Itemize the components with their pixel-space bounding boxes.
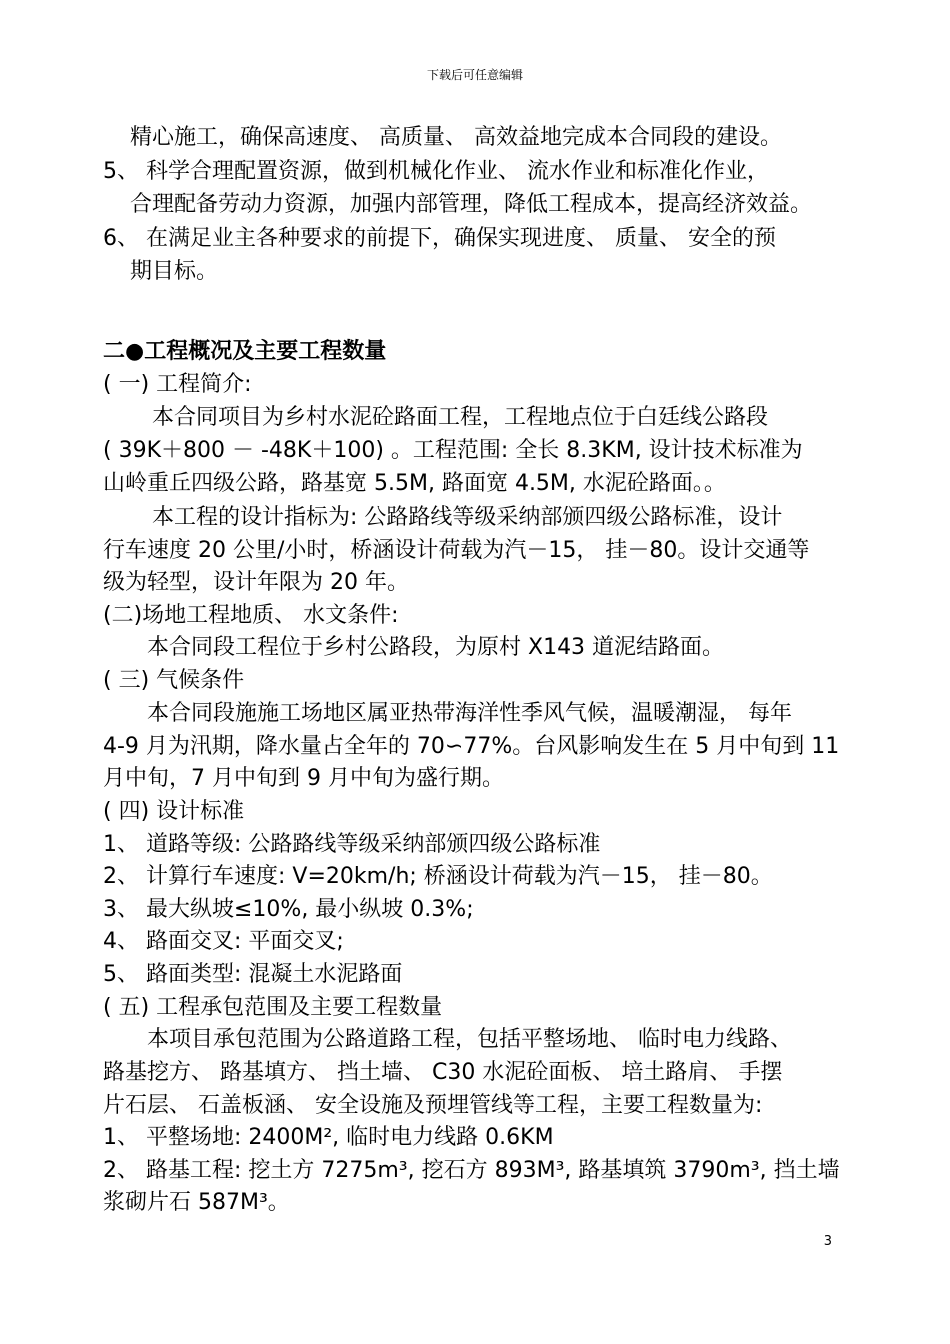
text-line: 6、 在满足业主各种要求的前提下，确保实现进度、 质量、 安全的预 — [103, 226, 776, 251]
text-line: 本项目承包范围为公路道路工程，包括平整场地、 临时电力线路、 — [147, 1027, 792, 1052]
subsection-heading: ( 四) 设计标准 — [103, 799, 245, 824]
text-line: 4-9 月为汛期，降水量占全年的 70∽77%。台风影响发生在 5 月中旬到 11 — [103, 734, 840, 759]
list-item: 2、 计算行车速度: V=20km/h; 桥涵设计荷载为汽－15， 挂－80。 — [103, 864, 773, 889]
text-line: 级为轻型，设计年限为 20 年。 — [103, 570, 409, 595]
text-line: 本合同段工程位于乡村公路段，为原村 X143 道泥结路面。 — [147, 635, 725, 660]
text-line: 本合同项目为乡村水泥砼路面工程，工程地点位于白廷线公路段 — [152, 405, 769, 430]
subsection-heading: ( 五) 工程承包范围及主要工程数量 — [103, 995, 443, 1020]
section-heading: 二●工程概况及主要工程数量 — [103, 339, 387, 364]
list-item: 5、 路面类型: 混凝土水泥路面 — [103, 962, 403, 987]
text-line: 本工程的设计指标为: 公路路线等级采纳部颁四级公路标准，设计 — [152, 505, 783, 530]
text-line: 期目标。 — [130, 259, 219, 284]
list-item: 3、 最大纵坡≤10%, 最小纵坡 0.3%; — [103, 897, 474, 922]
subsection-heading: ( 三) 气候条件 — [103, 668, 245, 693]
text-line: 山岭重丘四级公路，路基宽 5.5M, 路面宽 4.5M, 水泥砼路面。。 — [103, 471, 726, 496]
page-header: 下载后可任意编辑 — [426, 68, 523, 82]
text-line: 精心施工，确保高速度、 高质量、 高效益地完成本合同段的建设。 — [130, 125, 782, 150]
subsection-heading: (二)场地工程地质、 水文条件: — [103, 603, 399, 628]
list-item: 1、 平整场地: 2400M², 临时电力线路 0.6KM — [103, 1125, 554, 1150]
list-item: 1、 道路等级: 公路路线等级采纳部颁四级公路标准 — [103, 832, 601, 857]
text-line: 片石层、 石盖板涵、 安全设施及预埋管线等工程，主要工程数量为: — [103, 1093, 763, 1118]
text-line: ( 39K＋800 － -48K＋100) 。工程范围: 全长 8.3KM, 设计技术标准为 — [103, 438, 803, 463]
text-line: 行车速度 20 公里/小时，桥涵设计荷载为汽－15， 挂－80。设计交通等 — [103, 538, 810, 563]
page-number: 3 — [823, 1234, 832, 1249]
text-line: 合理配备劳动力资源，加强内部管理，降低工程成本，提高经济效益。 — [130, 192, 813, 217]
text-line: 本合同段施施工场地区属亚热带海洋性季风气候，温暖潮湿， 每年 — [147, 701, 792, 726]
text-line: 浆砌片石 587M³。 — [103, 1190, 290, 1215]
subsection-heading: ( 一) 工程简介: — [103, 372, 252, 397]
list-item: 4、 路面交叉: 平面交叉; — [103, 929, 344, 954]
text-line: 路基挖方、 路基填方、 挡土墙、 C30 水泥砼面板、 培土路肩、 手摆 — [103, 1060, 783, 1085]
list-item: 2、 路基工程: 挖土方 7275m³, 挖石方 893M³, 路基填筑 3790m³, 挡土墙 — [103, 1158, 840, 1183]
text-line: 5、 科学合理配置资源，做到机械化作业、 流水作业和标准化作业， — [103, 159, 769, 184]
text-line: 月中旬，7 月中旬到 9 月中旬为盛行期。 — [103, 766, 504, 791]
